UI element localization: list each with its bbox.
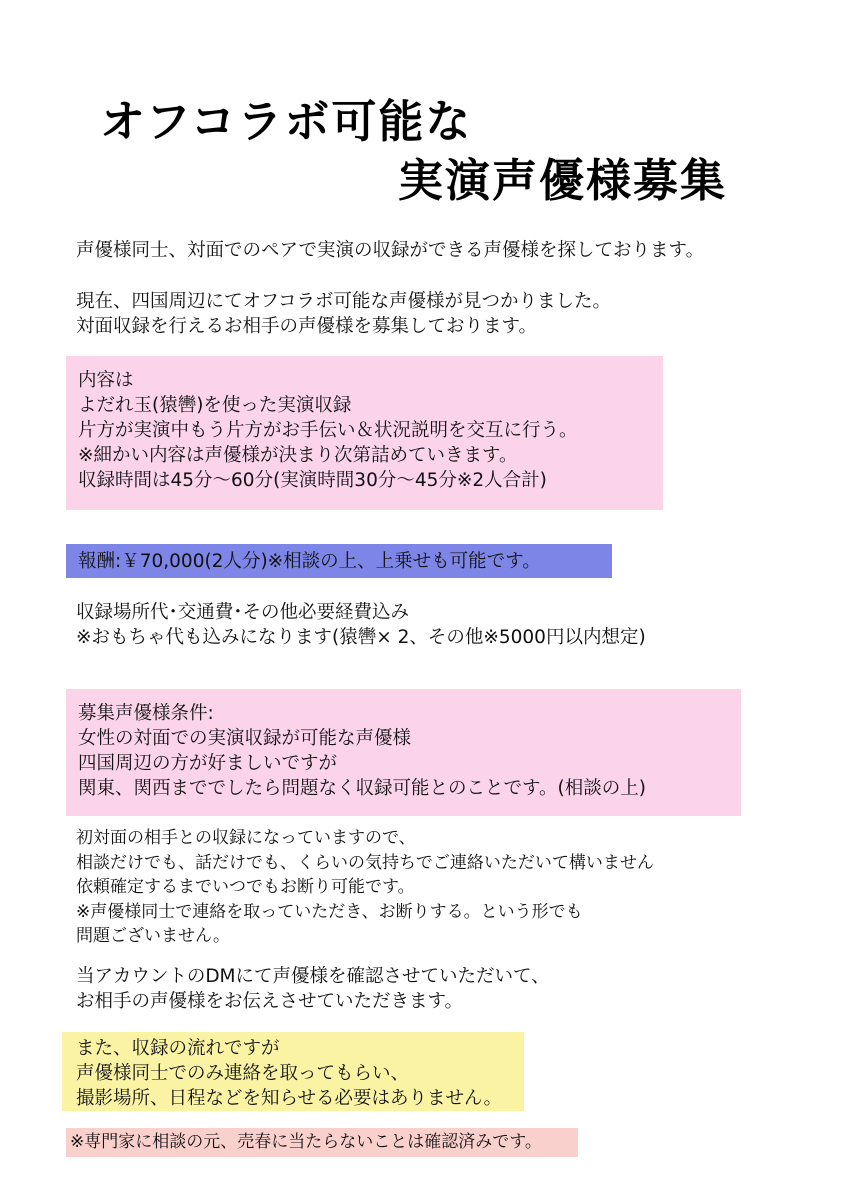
flow-section [62,1032,524,1111]
dm-notice-line-1: 当アカウントのDMにて声優様を確認させていただいて、 [76,966,550,987]
notes-line-3: 依頼確定するまでいつでもお断り可能です。 [76,877,415,897]
disclaimer-text: ※専門家に相談の元、売春に当たらないことは確認済みです。 [70,1132,542,1152]
intro-line-1: 声優様同士、対面でのペアで実演の収録ができる声優様を探しております。 [76,240,705,261]
found-paragraph [76,289,611,339]
reward-section [66,544,612,578]
title-line-2: 実演声優様募集 [398,154,728,207]
content-heading: 内容は [78,370,134,391]
content-line-2: 片方が実演中もう片方がお手伝い＆状況説明を交互に行う。 [78,420,578,441]
dm-notice-paragraph [76,964,550,1014]
content-line-3: ※細かい内容は声優様が決まり次第詰めていきます。 [78,445,518,466]
conditions-line-1: 女性の対面での実演収録が可能な声優様 [78,728,412,749]
reward-text: 報酬:￥70,000(2人分)※相談の上、上乗せも可能です。 [78,551,541,572]
flow-line-1: また、収録の流れですが [76,1038,280,1059]
expenses-line-2: ※おもちゃ代も込みになります(猿轡× 2、その他※5000円以内想定) [76,627,646,648]
content-section [66,356,663,510]
content-line-1: よだれ玉(猿轡)を使った実演収録 [78,395,352,416]
notes-paragraph [76,826,654,949]
disclaimer-section [66,1128,578,1157]
flow-line-2: 声優様同士でのみ連絡を取ってもらい、 [76,1063,410,1084]
notes-line-2: 相談だけでも、話だけでも、くらいの気持ちでご連絡いただいて構いません [76,852,654,873]
notes-line-4: ※声優様同士で連絡を取っていただき、お断りする。という形でも [76,901,583,922]
intro-paragraph [76,238,704,263]
conditions-heading: 募集声優様条件: [78,703,214,724]
flow-line-3: 撮影場所、日程などを知らせる必要はありません。 [76,1088,503,1109]
conditions-section [66,689,741,816]
notes-line-5: 問題ございません。 [76,926,231,946]
conditions-line-3: 関東、関西まででしたら問題なく収録可能とのことです。(相談の上) [78,778,646,799]
conditions-line-2: 四国周辺の方が好ましいですが [78,753,338,774]
dm-notice-line-2: お相手の声優様をお伝えさせていただきます。 [76,991,464,1012]
content-line-4: 収録時間は45分～60分(実演時間30分～45分※2人合計) [78,470,547,491]
notes-line-1: 初対面の相手との収録になっていますので、 [76,828,416,848]
found-line-2: 対面収録を行えるお相手の声優様を募集しております。 [76,316,538,337]
expenses-line-1: 収録場所代･交通費･その他必要経費込み [76,602,410,623]
found-line-1: 現在、四国周辺にてオフコラボ可能な声優様が見つかりました。 [76,291,612,312]
expenses-paragraph [76,600,646,650]
title-line-1: オフコラボ可能な [100,95,473,148]
